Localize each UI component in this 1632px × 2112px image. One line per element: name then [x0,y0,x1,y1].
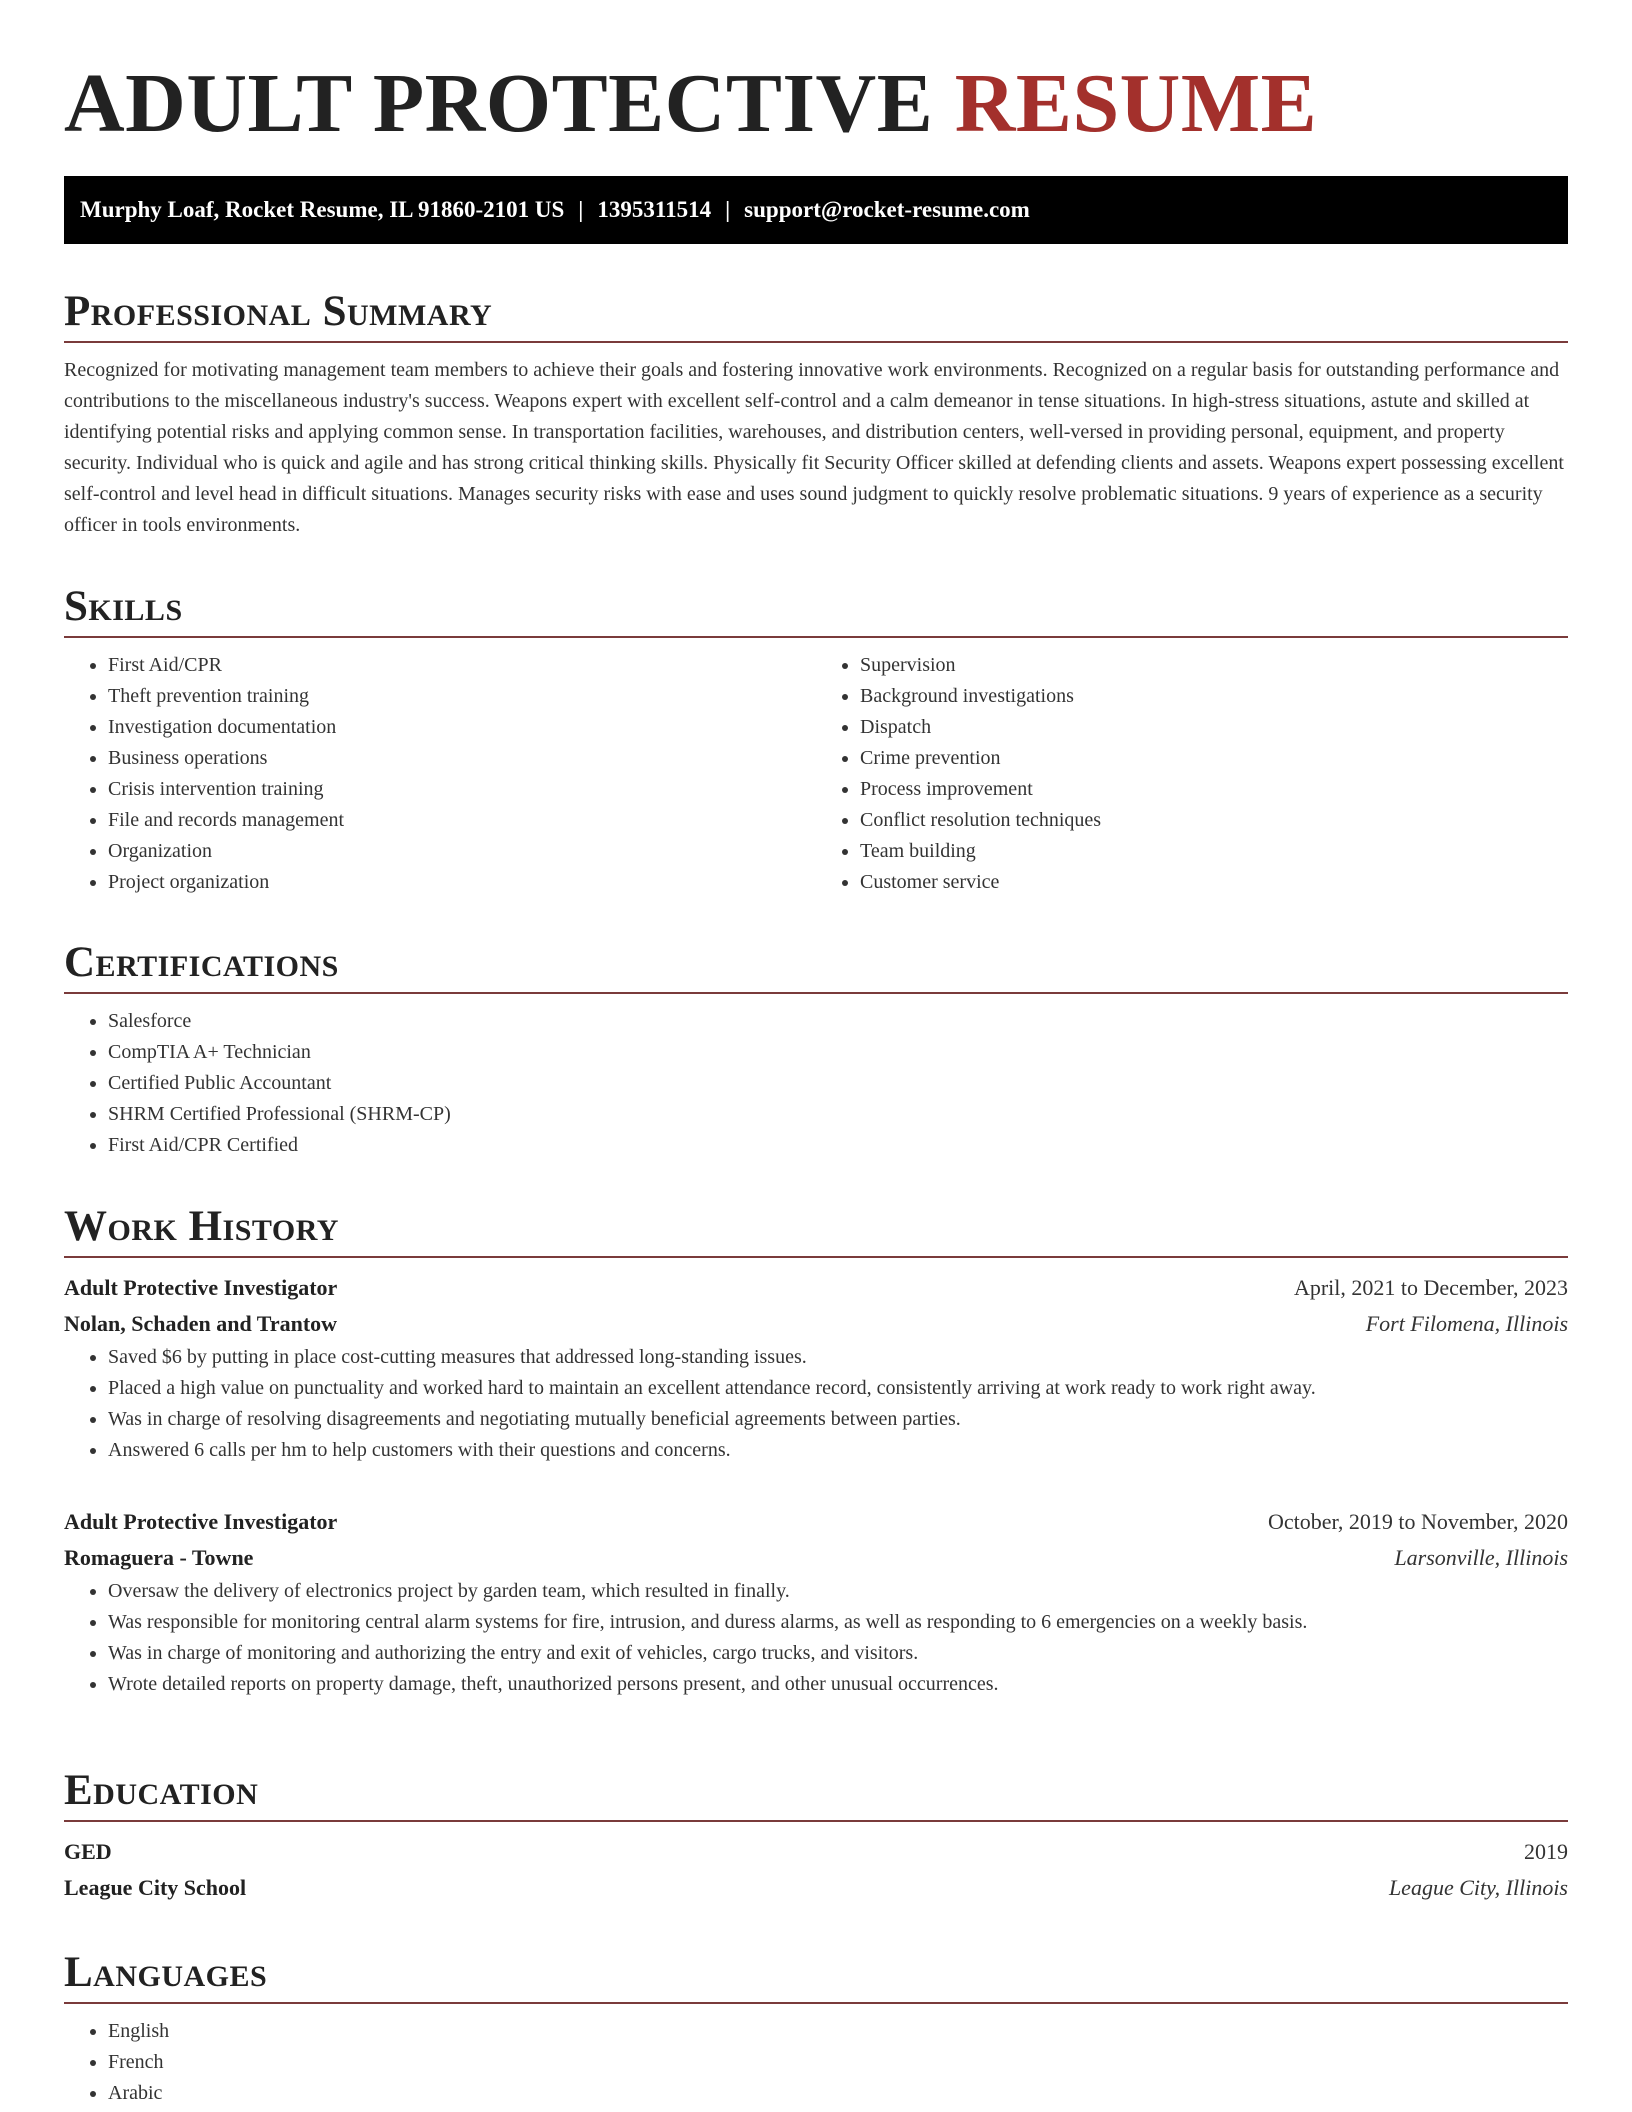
resume-title [64,56,1317,152]
certification-item: • CompTIA A+ Technician [108,1037,1568,1068]
skill-item: • File and records management [108,805,816,836]
certifications-heading: Certifications [64,939,339,986]
contact-email: support@rocket-resume.com [744,197,1030,222]
skill-item: • Investigation documentation [108,712,816,743]
job-bullet: • Was in charge of monitoring and authorizing the entry and exit of vehicles, cargo trucks, and visitors. [108,1638,1568,1669]
skill-item: • Background investigations [860,681,1568,712]
languages-heading: Languages [64,1949,268,1996]
job-title: Adult Protective Investigator [64,1509,338,1534]
skill-item: • Conflict resolution techniques [860,805,1568,836]
section-divider [64,1256,1568,1258]
work-history-section [64,1202,1568,1700]
job-bullets [64,1342,1568,1466]
certifications-section [64,938,1568,1161]
skill-item: • First Aid/CPR [108,650,816,681]
resume-title-main: ADULT PROTECTIVE [64,57,934,150]
skill-item: • Team building [860,836,1568,867]
language-item: • French [108,2047,1568,2078]
certification-item: • Certified Public Accountant [108,1068,1568,1099]
education-school: League City School [64,1875,247,1900]
languages-list [64,2016,1568,2109]
skill-item: • Project organization [108,867,816,898]
job-dates: April, 2021 to December, 2023 [1293,1275,1568,1300]
job-entry [64,1270,1568,1466]
job-company-row [64,1540,1568,1576]
job-location: Fort Filomena, Illinois [1365,1311,1568,1336]
education-section [64,1766,1568,1906]
skill-item: • Customer service [860,867,1568,898]
job-entry [64,1504,1568,1700]
job-bullet: • Answered 6 calls per hm to help customers with their questions and concerns. [108,1435,1568,1466]
skill-item: • Supervision [860,650,1568,681]
section-divider [64,341,1568,343]
skill-item: • Business operations [108,743,816,774]
skill-item: • Dispatch [860,712,1568,743]
certification-item: • SHRM Certified Professional (SHRM-CP) [108,1099,1568,1130]
job-header-row [64,1270,1568,1306]
skill-item: • Crisis intervention training [108,774,816,805]
contact-separator: | [578,197,584,222]
skills-section [64,582,1568,898]
job-bullet: • Was in charge of resolving disagreements and negotiating mutually beneficial agreements between parties. [108,1404,1568,1435]
job-bullets [64,1576,1568,1700]
job-bullet: • Wrote detailed reports on property damage, theft, unauthorized persons present, and other unusual occurrences. [108,1669,1568,1700]
skill-item: • Process improvement [860,774,1568,805]
education-heading: Education [64,1767,259,1814]
summary-section [64,287,1568,541]
contact-bar [64,176,1568,244]
summary-text: Recognized for motivating management team members to achieve their goals and fostering innovative work environments. Recognized on a regular basis for outstanding performance and contributions to the miscellaneous industry's success. Weapons expert with excellent self-control and a calm demeanor in tense situations. In high-stress situations, astute and skilled at identifying potential risks and applying common sense. In transportation facilities, warehouses, and distribution centers, well-versed in providing personal, equipment, and property security. Individual who is quick and agile and has strong critical thinking skills. Physically fit Security Officer skilled at defending clients and assets. Weapons expert possessing excellent self-control and level head in difficult situations. Manages security risks with ease and uses sound judgment to quickly resolve problematic situations. 9 years of experience as a security officer in tools environments. [64,359,1564,536]
language-item: • Arabic [108,2078,1568,2109]
job-bullet: • Saved $6 by putting in place cost-cutting measures that addressed long-standing issues. [108,1342,1568,1373]
contact-address: Murphy Loaf, Rocket Resume, IL 91860-2101 US [80,197,565,222]
certification-item: • Salesforce [108,1006,1568,1037]
education-location: League City, Illinois [1388,1875,1568,1900]
section-divider [64,1820,1568,1822]
section-divider [64,992,1568,994]
skill-item: • Organization [108,836,816,867]
job-bullet: • Placed a high value on punctuality and worked hard to maintain an excellent attendance record, consistently arriving at work ready to work right away. [108,1373,1568,1404]
skills-list-left [64,650,816,898]
job-company: Romaguera - Towne [64,1545,254,1570]
job-title: Adult Protective Investigator [64,1275,338,1300]
section-divider [64,2002,1568,2004]
work-history-heading: Work History [64,1203,339,1250]
resume-title-accent: RESUME [954,57,1318,150]
certification-item: • First Aid/CPR Certified [108,1130,1568,1161]
job-location: Larsonville, Illinois [1394,1545,1568,1570]
contact-phone: 1395311514 [597,197,712,222]
job-bullet: • Oversaw the delivery of electronics project by garden team, which resulted in finally. [108,1576,1568,1607]
languages-section [64,1948,1568,2109]
education-year: 2019 [1524,1839,1568,1864]
job-bullet: • Was responsible for monitoring central alarm systems for fire, intrusion, and duress alarms, as well as responding to 6 emergencies on a weekly basis. [108,1607,1568,1638]
skills-heading: Skills [64,583,183,630]
education-degree-row [64,1834,1568,1870]
skill-item: • Theft prevention training [108,681,816,712]
section-divider [64,636,1568,638]
education-degree: GED [64,1839,112,1864]
contact-separator: | [725,197,731,222]
skills-columns [64,650,1568,898]
job-dates: October, 2019 to November, 2020 [1267,1509,1568,1534]
certifications-list [64,1006,1568,1161]
skills-list-right [816,650,1568,898]
language-item: • English [108,2016,1568,2047]
education-school-row [64,1870,1568,1906]
job-company: Nolan, Schaden and Trantow [64,1311,338,1336]
job-header-row [64,1504,1568,1540]
job-company-row [64,1306,1568,1342]
summary-heading: Professional Summary [64,288,493,335]
skill-item: • Crime prevention [860,743,1568,774]
